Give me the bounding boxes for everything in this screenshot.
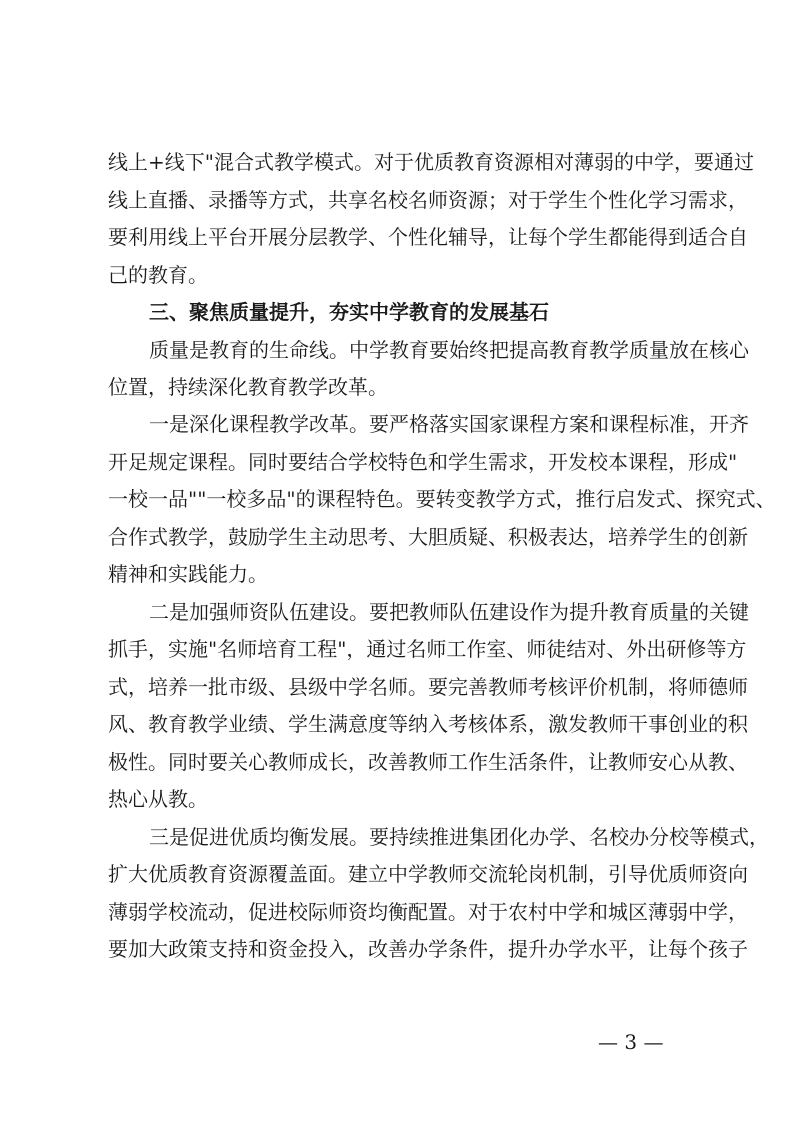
body-text-line: 合作式教学，鼓励学生主动思考、大胆质疑、积极表达，培养学生的创新 [108,525,748,549]
body-text-line: 开足规定课程。同时要结合学校特色和学生需求，开发校本课程，形成" [108,450,738,474]
body-text-line: 一校一品""一校多品"的课程特色。要转变教学方式，推行启发式、探究式、 [108,487,776,511]
body-text-line: 二是加强师资队伍建设。要把教师队伍建设作为提升教育质量的关键 [149,600,749,624]
body-text-line: 质量是教育的生命线。中学教育要始终把提高教育教学质量放在核心 [149,338,749,362]
body-text-line: 一是深化课程教学改革。要严格落实国家课程方案和课程标准，开齐 [149,412,749,436]
body-text-line: 扩大优质教育资源覆盖面。建立中学教师交流轮岗机制，引导优质师资向 [108,862,748,886]
body-text-line: 精神和实践能力。 [108,562,268,586]
body-text-line: 线上直播、录播等方式，共享名校名师资源；对于学生个性化学习需求， [108,188,748,212]
body-text-line: 三是促进优质均衡发展。要持续推进集团化办学、名校办分校等模式， [149,825,769,849]
body-text-line: 极性。同时要关心教师成长，改善教师工作生活条件，让教师安心从教、 [108,750,748,774]
body-text-line: 位置，持续深化教育教学改革。 [108,375,388,399]
section-heading: 三、聚焦质量提升，夯实中学教育的发展基石 [149,300,549,324]
body-text-line: 式，培养一批市级、县级中学名师。要完善教师考核评价机制，将师德师 [108,675,748,699]
body-text-line: 抓手，实施"名师培育工程"，通过名师工作室、师徒结对、外出研修等方 [108,637,747,661]
body-text-line: 薄弱学校流动，促进校际师资均衡配置。对于农村中学和城区薄弱中学， [108,900,748,924]
page-number: — 3 — [598,1030,664,1054]
body-text-line: 要加大政策支持和资金投入，改善办学条件，提升办学水平，让每个孩子 [108,937,748,961]
body-text-line: 要利用线上平台开展分层教学、个性化辅导，让每个学生都能得到适合自 [108,225,748,249]
body-text-line: 己的教育。 [108,263,208,287]
body-text-line: 风、教育教学业绩、学生满意度等纳入考核体系，激发教师干事创业的积 [108,712,748,736]
body-text-line: 热心从教。 [108,787,208,811]
body-text-line: 线上+线下"混合式教学模式。对于优质教育资源相对薄弱的中学，要通过 [108,150,754,174]
